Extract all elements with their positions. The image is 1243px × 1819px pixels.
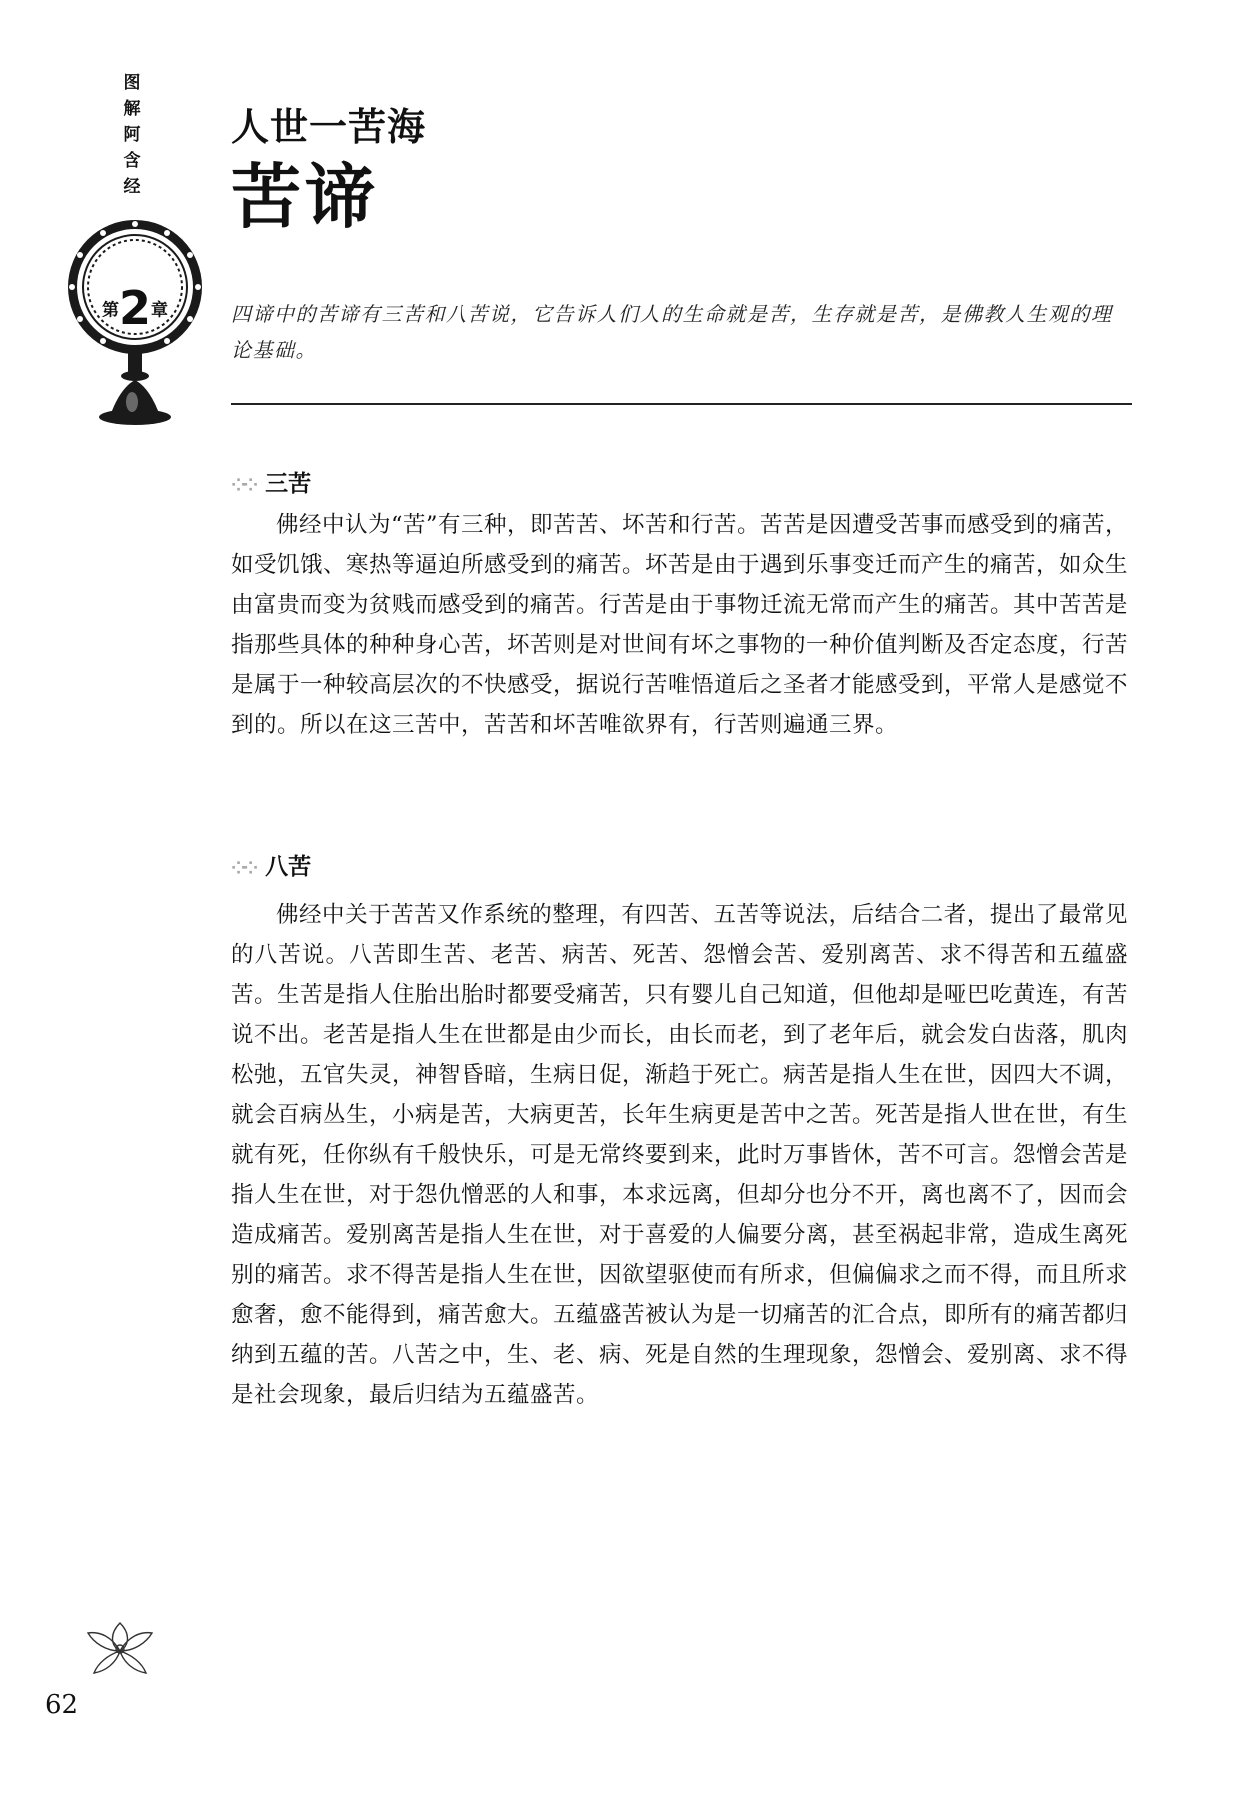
section-paragraph: 佛经中认为“苦”有三种，即苦苦、坏苦和行苦。苦苦是因遭受苦事而感受到的痛苦，如受饥饿、寒热等逼迫所感受到的痛苦。坏苦是由于遇到乐事变迁而产生的痛苦，如众生由富贵而变为贫贱而感受到的痛苦。行苦是由于事物迁流无常而产生的痛苦。其中苦苦是指那些具体的种种身心苦，坏苦则是对世间有坏之事物的一种价值判断及否定态度，行苦是属于一种较高层次的不快感受，据说行苦唯悟道后之圣者才能感受到，平常人是感觉不到的。所以在这三苦中，苦苦和坏苦唯欲界有，行苦则遍通三界。 [231,512,1129,738]
divider [231,403,1132,405]
section-heading [231,465,311,498]
page-number: 62 [45,1690,79,1720]
chapter-badge-suffix: 章 [151,300,168,321]
chapter-badge-number: 2 [118,281,151,335]
intro-text: 四谛中的苦谛有三苦和八苦说，它告诉人们人的生命就是苦，生存就是苦，是佛教人生观的理论基础。 [231,302,1113,362]
chapter-badge-prefix: 第 [101,300,119,321]
page-title: 苦谛 [231,155,379,238]
section-heading-label: 三苦 [265,471,312,497]
section-heading-label: 八苦 [265,854,312,880]
book-title [120,70,144,200]
section-paragraph: 佛经中关于苦苦又作系统的整理，有四苦、五苦等说法，后结合二者，提出了最常见的八苦说。八苦即生苦、老苦、病苦、死苦、怨憎会苦、爱别离苦、求不得苦和五蕴盛苦。生苦是指人住胎出胎时都要受痛苦，只有婴儿自己知道，但他却是哑巴吃黄连，有苦说不出。老苦是指人生在世都是由少而长，由长而老，到了老年后，就会发白齿落，肌肉松弛，五官失灵，神智昏暗，生病日促，渐趋于死亡。病苦是指人生在世，因四大不调，就会百病丛生，小病是苦，大病更苦，长年生病更是苦中之苦。死苦是指人世在世，有生就有死，任你纵有千般快乐，可是无常终要到来，此时万事皆休，苦不可言。怨憎会苦是指人生在世，对于怨仇憎恶的人和事，本求远离，但却分也分不开，离也离不了，因而会造成痛苦。爱别离苦是指人生在世，对于喜爱的人偏要分离，甚至祸起非常，造成生离死别的痛苦。求不得苦是指人生在世，因欲望驱使而有所求，但偏偏求之而不得，而且所求愈奢，愈不能得到，痛苦愈大。五蕴盛苦被认为是一切痛苦的汇合点，即所有的痛苦都归纳到五蕴的苦。八苦之中，生、老、病、死是自然的生理现象，怨憎会、爱别离、求不得是社会现象，最后归结为五蕴盛苦。 [231,902,1129,1408]
book-title-char: 图 [123,73,141,93]
lotus-flower-icon [80,1615,160,1677]
book-title-char: 含 [123,151,141,171]
chapter-badge [85,281,185,335]
book-title-char: 经 [123,177,141,197]
book-title-char: 解 [123,99,141,119]
bullet-ornament-icon: ⁘⁘ [231,475,256,496]
section-heading [231,848,311,881]
section-subtitle: 人世一苦海 [231,104,427,149]
bullet-ornament-icon: ⁘⁘ [231,858,256,879]
book-title-char: 阿 [123,125,141,145]
